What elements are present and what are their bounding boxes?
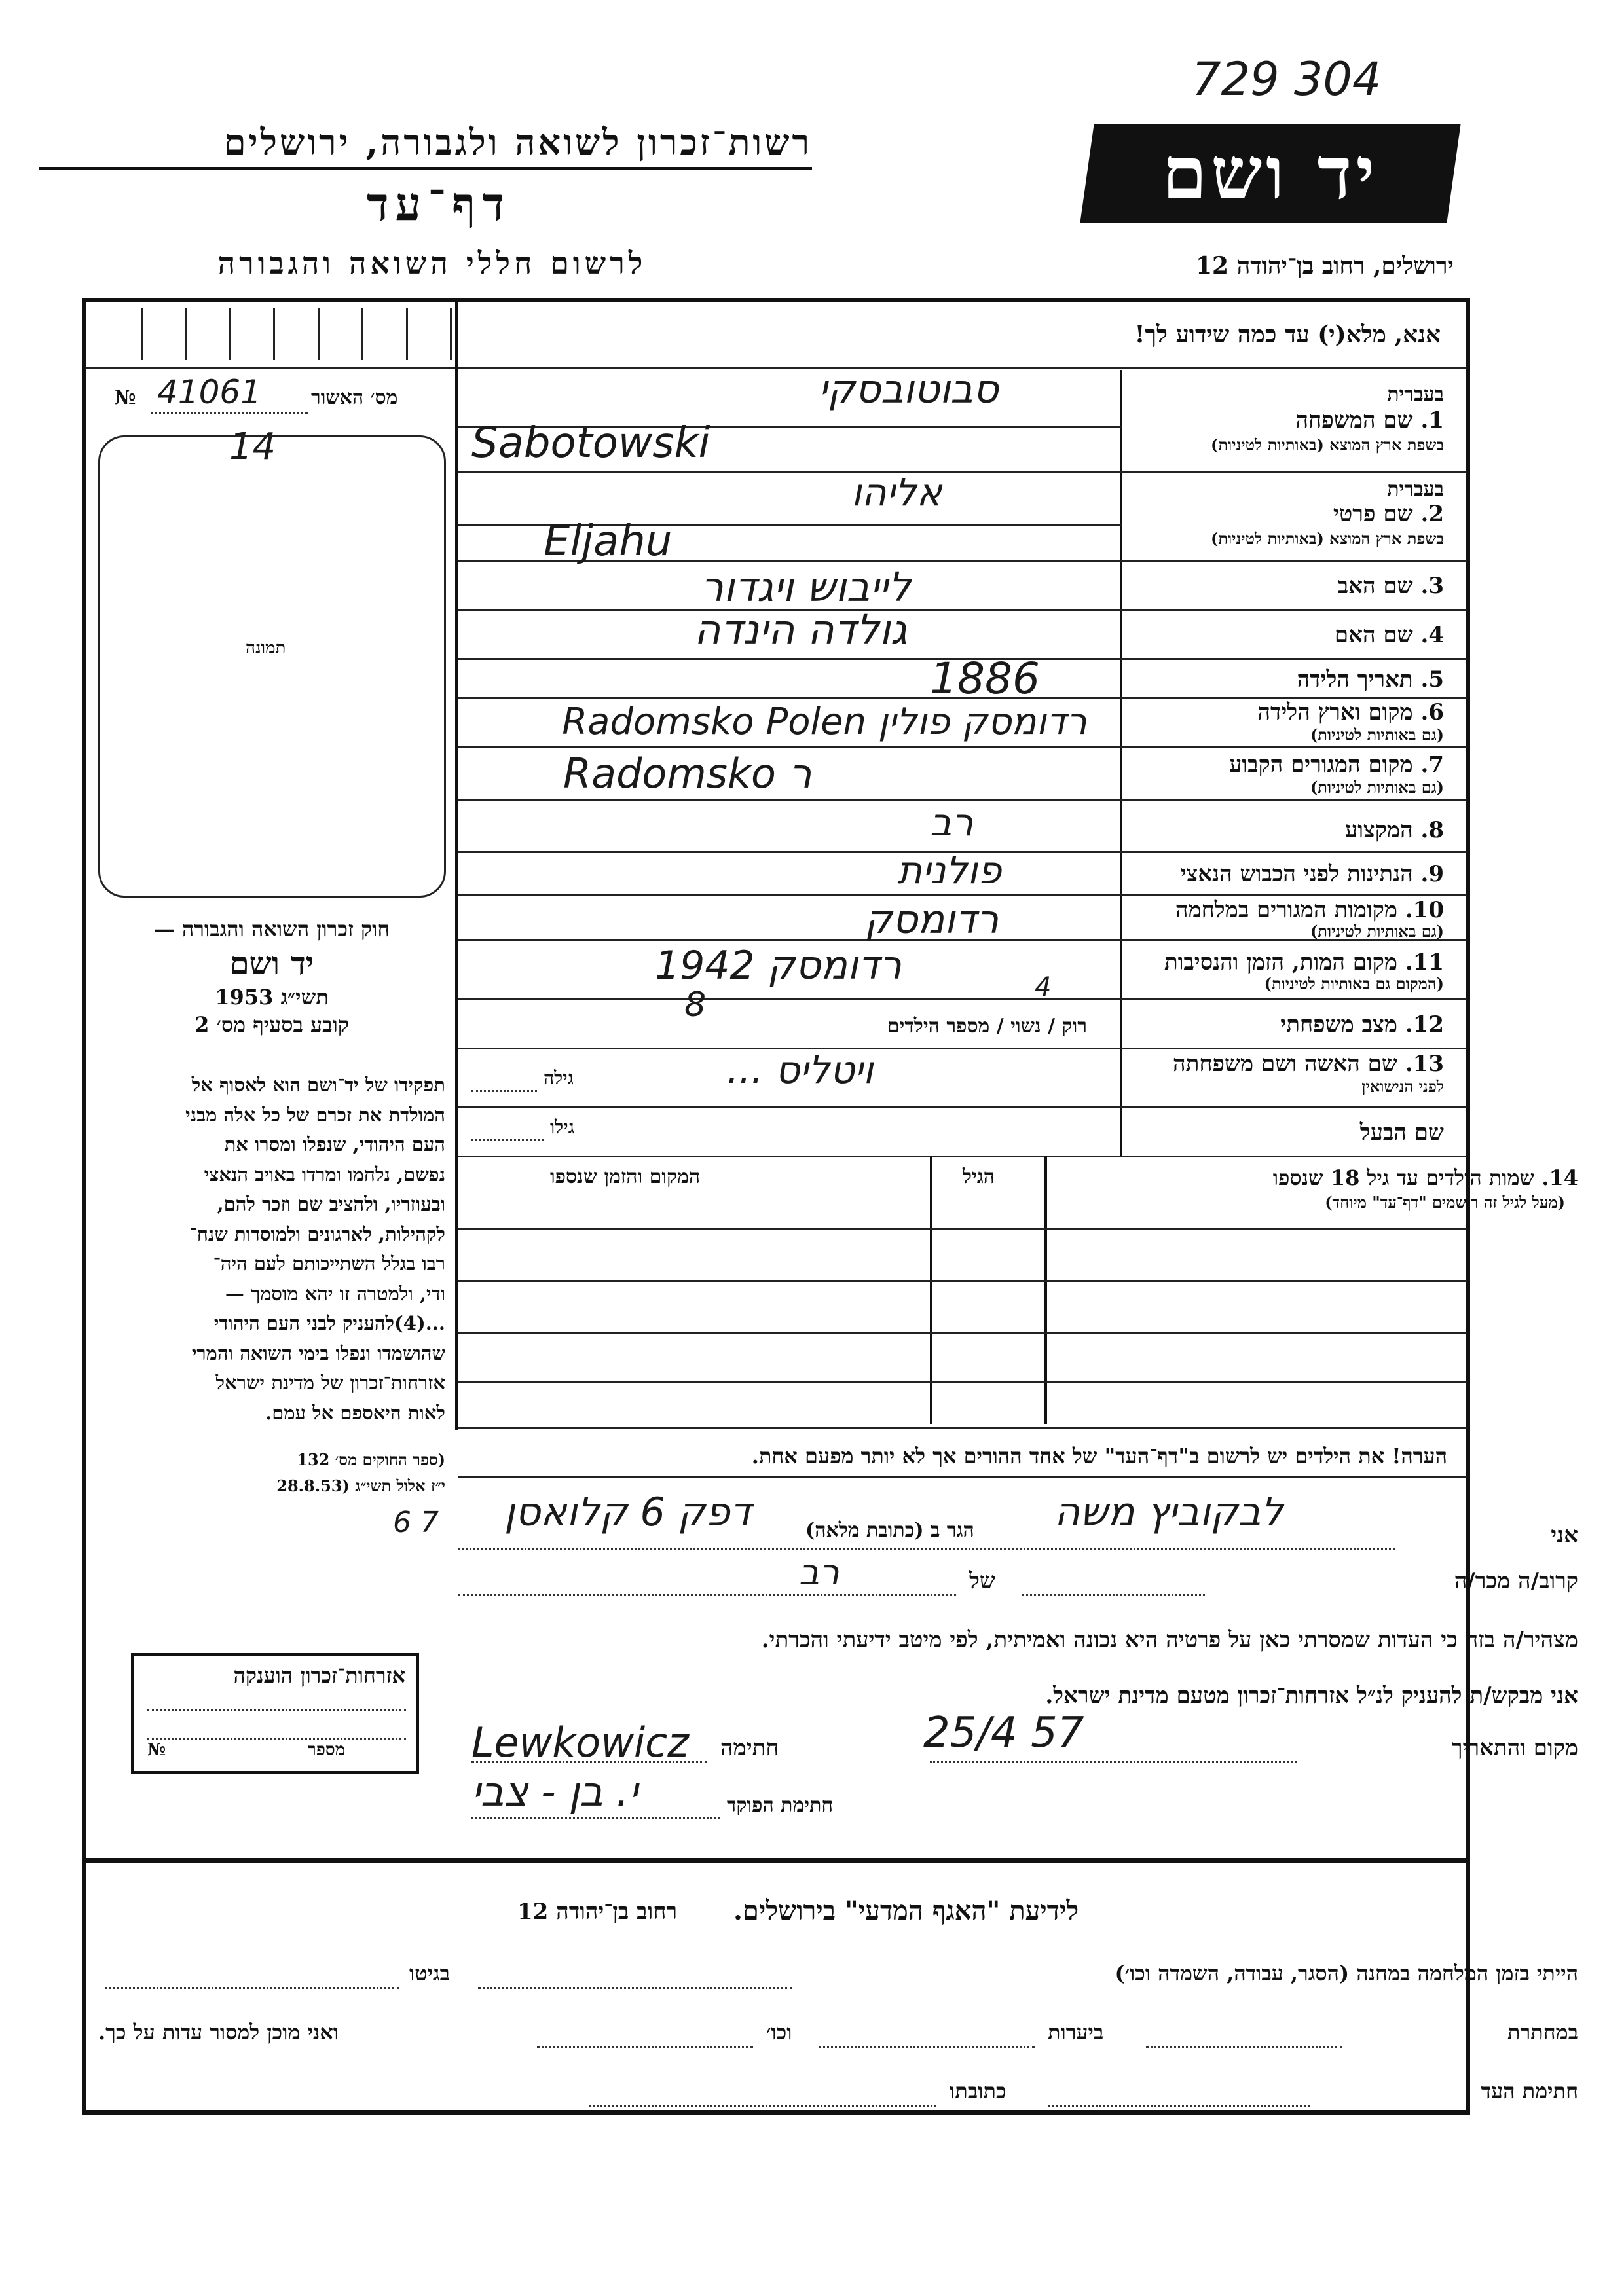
photo-label: תמונה: [246, 638, 286, 658]
approval-label: מס׳ האשור: [311, 386, 398, 409]
children-col-divider: [1044, 1156, 1047, 1424]
field3-value: לייבוש ויגדור: [701, 563, 912, 611]
field2-label: 2. שם פרטי: [1333, 501, 1444, 527]
request: אני מבקש/ת להעניק לנ״ל אזרחות־זכרון מטעם מדינת ישראל.: [1045, 1683, 1578, 1709]
official-dots: [471, 1817, 720, 1819]
code-boxes: [98, 308, 452, 360]
field7-label: 7. מקום המגורים הקבוע: [1229, 752, 1444, 778]
field6-sub: (גם באותיות לטיניות): [1310, 725, 1444, 744]
children-rule: [458, 1280, 1467, 1282]
field7-value: Radomsko ר: [563, 750, 812, 797]
relative-label: קרוב/ה מכר/ה: [1454, 1568, 1578, 1594]
approval-number: 41061: [157, 373, 262, 411]
date-value: 25/4 57: [923, 1709, 1084, 1757]
footer-address: רחוב בן־יהודה 12: [517, 1899, 678, 1925]
footer-dots: [478, 1987, 792, 1989]
citizenship-number-prefix: №: [147, 1740, 166, 1760]
field8-value: רב: [930, 800, 974, 845]
of-dots: [458, 1594, 956, 1596]
law-text-line: אזרחות־זכרון של מדינת ישראל: [215, 1372, 445, 1394]
rule: [458, 998, 1467, 1000]
footer-dots: [537, 2046, 753, 2048]
citizenship-dots: [147, 1738, 406, 1740]
signature-dots: [471, 1761, 707, 1763]
photo-box: [98, 435, 446, 898]
children-header-sub: (מעל לגיל זה רושמים "דף־עד" מיוחד): [1325, 1193, 1565, 1212]
approval-prefix: №: [115, 386, 136, 409]
house-number: 6 7: [393, 1506, 439, 1539]
note-rule: [458, 1476, 1467, 1478]
instruction: אנא, מלא(י) עד כמה שידוע לך!: [1134, 321, 1441, 348]
field13-label: 13. שם האשה ושם משפחתה: [1173, 1051, 1444, 1077]
header-rule: [39, 167, 812, 170]
field10-value: רדומסק: [864, 897, 999, 943]
children-rule: [458, 1332, 1467, 1334]
label-column-divider: [1120, 370, 1122, 1156]
footer-dots: [589, 2105, 936, 2107]
of-label: של: [969, 1568, 995, 1594]
law-text-line: נפשם, נלחמו ומרדו באויב הנאצי: [204, 1163, 445, 1186]
law-text-line: העם היהודי, שנפלו ומסרו את: [224, 1133, 445, 1156]
logo: [1080, 124, 1460, 223]
footer-line2-b: ביערות: [1048, 2020, 1104, 2045]
footer-dots: [1048, 2105, 1310, 2107]
field1-sub: בשפת ארץ המוצא (באותיות לטיניות): [1211, 435, 1444, 454]
citizenship-dots: [147, 1709, 406, 1711]
field11-extra: 4: [1035, 972, 1052, 1002]
field6-label: 6. מקום וארץ הלידה: [1257, 699, 1444, 725]
law-text-line: ודי, ולמטרה זו יהא מוסמך —: [225, 1282, 445, 1305]
field8-label: 8. המקצוע: [1344, 817, 1444, 843]
relation-value: רב: [799, 1552, 840, 1593]
children-header: 14. שמות הילדים עד גיל 18 שנספו: [1272, 1165, 1578, 1190]
rule: [458, 1106, 1467, 1108]
citizenship-number-label: מספר: [308, 1740, 346, 1760]
declarant-line: [458, 1548, 1395, 1550]
law-text-line: לאות היאספם אל עמם.: [265, 1401, 445, 1424]
field12-label: 12. מצב משפחתי: [1280, 1011, 1444, 1038]
footer-line3-a: חתימת העד: [1481, 2079, 1578, 2104]
rule: [458, 1156, 1467, 1157]
signature-label: חתימה: [720, 1735, 779, 1761]
field11-value: רדומסק 1942: [655, 943, 902, 989]
field12-inline: רוק / נשוי / מספר הילדים: [887, 1015, 1087, 1038]
place-date-dots: [930, 1761, 1297, 1763]
field2-value-latin: Eljahu: [544, 517, 673, 566]
instruction-rule: [85, 367, 1467, 369]
law-text-line: ובעוזריו, ולהציב שם וזכר להם,: [217, 1193, 445, 1215]
children-note: הערה! את הילדים יש לרשום ב"דף־העד" של אחד ההורים אך לא יותר מפעם אחת.: [751, 1444, 1447, 1468]
field2-sub: בשפת ארץ המוצא (באותיות לטיניות): [1211, 529, 1444, 548]
citizenship-title: אזרחות־זכרון הוענקה: [233, 1663, 405, 1688]
declarant-address: דפק 6 קלואסן: [504, 1489, 752, 1535]
footer-line3-b: כתובתו: [950, 2079, 1006, 2104]
husband-age-dots: [471, 1139, 544, 1141]
field9-value: פולנית: [897, 848, 1002, 892]
field3-label: 3. שם האב: [1337, 573, 1444, 599]
footer-dots: [819, 2046, 1035, 2048]
field11-sub: (המקום גם באותיות לטיניות): [1264, 974, 1444, 993]
footer-line1-a: הייתי בזמן המלחמה במחנה (הסגר, עבודה, השמדה וכו׳): [1115, 1961, 1578, 1986]
footer-line2-a: במחתרת: [1507, 2020, 1578, 2045]
law-text-line: שהושמדו ונפלו בימי השואה והמרי: [191, 1341, 445, 1364]
field5-label: 5. תאריך הלידה: [1297, 666, 1444, 693]
law-title: חוק זכרון השואה והגבורה —: [153, 917, 390, 941]
field5-value: 1886: [930, 653, 1040, 704]
declaration: מצהיר/ה בזה כי העדות שמסרתי כאן על פרטיה היא נכונה ואמיתית, לפי מיטב ידיעתי והכרתי.: [761, 1627, 1578, 1653]
declarant-ani: אני: [1551, 1522, 1578, 1548]
law-clause: קובע בסעיף מס׳ 2: [194, 1012, 349, 1037]
authority-line: רשות־זכרון לשואה ולגבורה, ירושלים: [223, 121, 812, 163]
field10-sub: (גם באותיות לטיניות): [1310, 922, 1444, 941]
field4-value: גולדה הינדה: [694, 606, 908, 653]
rule: [458, 894, 1467, 896]
husband-age-label: גילו: [550, 1116, 574, 1138]
law-text-line: תפקידו של יד־ושם הוא לאסוף אל: [191, 1074, 445, 1096]
field6-value: רדומסק פולין Radomsko Polen: [562, 701, 1087, 743]
field13-value: ויטליס ...: [727, 1048, 874, 1092]
law-text-line: ...(4)להעניק לבני העם היהודי: [213, 1312, 445, 1334]
children-rule: [458, 1381, 1467, 1383]
header-address: ירושלים, רחוב בן־יהודה 12: [1195, 252, 1454, 280]
signature-value: Lewkowicz: [471, 1719, 689, 1766]
children-col-divider: [930, 1156, 932, 1424]
footer-dots: [105, 1987, 399, 1989]
footer-line1-b: בגיטו: [409, 1961, 450, 1986]
logo-text: יד ושם: [1162, 131, 1379, 215]
field4-label: 4. שם האם: [1334, 622, 1444, 648]
declarant-name: לבקוביץ משה: [1054, 1489, 1283, 1535]
field2-value-hebrew: אליהו: [851, 470, 942, 515]
field1-value-latin: Sabotowski: [471, 419, 710, 467]
left-column-divider: [455, 301, 458, 1430]
field13-age-label: גילה: [544, 1067, 574, 1089]
children-place-header: המקום והזמן שנספו: [550, 1165, 701, 1188]
law-text-line: רבו בגלל השתייכותם לעם היה־: [213, 1252, 445, 1275]
children-rule: [458, 1228, 1467, 1230]
official-signature: י. בן - צבי: [471, 1768, 638, 1815]
footer-line2-d: ואני מוכן למסור עדות על כך.: [98, 2020, 339, 2045]
footer-line2-c: וכו׳: [766, 2020, 792, 2045]
footer-dots: [1146, 2046, 1342, 2048]
children-rule: [458, 1427, 1467, 1429]
field13-sub: לפני הנישואין: [1361, 1077, 1444, 1096]
field9-label: 9. הנתינות לפני הכבוש הנאצי: [1180, 861, 1444, 887]
official-label: חתימת הפוקד: [727, 1794, 834, 1817]
place-date-label: מקום והתאריך: [1451, 1735, 1578, 1761]
field1-value-hebrew: סבוטובסקי: [819, 367, 999, 412]
footer-title: לידיעת "האגף המדעי" בירושלים.: [733, 1895, 1079, 1926]
field2-top-note: בעברית: [1387, 478, 1444, 501]
law-text: [98, 1070, 445, 1428]
footer-rule: [85, 1858, 1467, 1863]
law-source-date: י״ז אלול תשי״ג (28.8.53: [276, 1476, 445, 1495]
field13-age-dots: [471, 1090, 537, 1092]
children-age-header: הגיל: [963, 1165, 995, 1188]
law-name: יד ושם: [229, 945, 314, 982]
law-year: תשי״ג 1953: [215, 985, 329, 1010]
citizenship-box: [131, 1653, 419, 1774]
declarant-address-label: הגר ב (כתובת מלאה): [805, 1519, 974, 1542]
archive-number: 729 304: [1192, 52, 1382, 106]
rule: [458, 746, 1467, 748]
approval-fraction: 14: [229, 426, 276, 468]
rule: [458, 609, 1467, 611]
rule: [458, 471, 1467, 473]
law-text-line: לקהילות, לארגונים ולמוסדות שנח־: [189, 1222, 445, 1245]
field7-sub: (גם באותיות לטיניות): [1310, 778, 1444, 797]
field11-label: 11. מקום המות, הזמן והנסיבות: [1164, 949, 1444, 975]
field1-top-note: בעברית: [1387, 383, 1444, 406]
law-text-line: המולדת את זכרם של כל אלה מבני: [185, 1103, 445, 1126]
husband-label: שם הבעל: [1359, 1120, 1444, 1146]
law-box: [95, 917, 449, 1037]
field12-value: 8: [684, 985, 707, 1025]
form-title: דף־עד: [366, 177, 511, 231]
form-subtitle: לרשום חללי השואה והגבורה: [217, 246, 647, 281]
field1-label: 1. שם המשפחה: [1295, 407, 1444, 433]
law-source: (ספר החוקים מס׳ 132: [297, 1450, 445, 1469]
rule: [458, 1048, 1467, 1049]
approval-dots: [151, 412, 308, 414]
field10-label: 10. מקומות המגורים במלחמה: [1175, 897, 1444, 923]
relative-dots: [1022, 1594, 1205, 1596]
